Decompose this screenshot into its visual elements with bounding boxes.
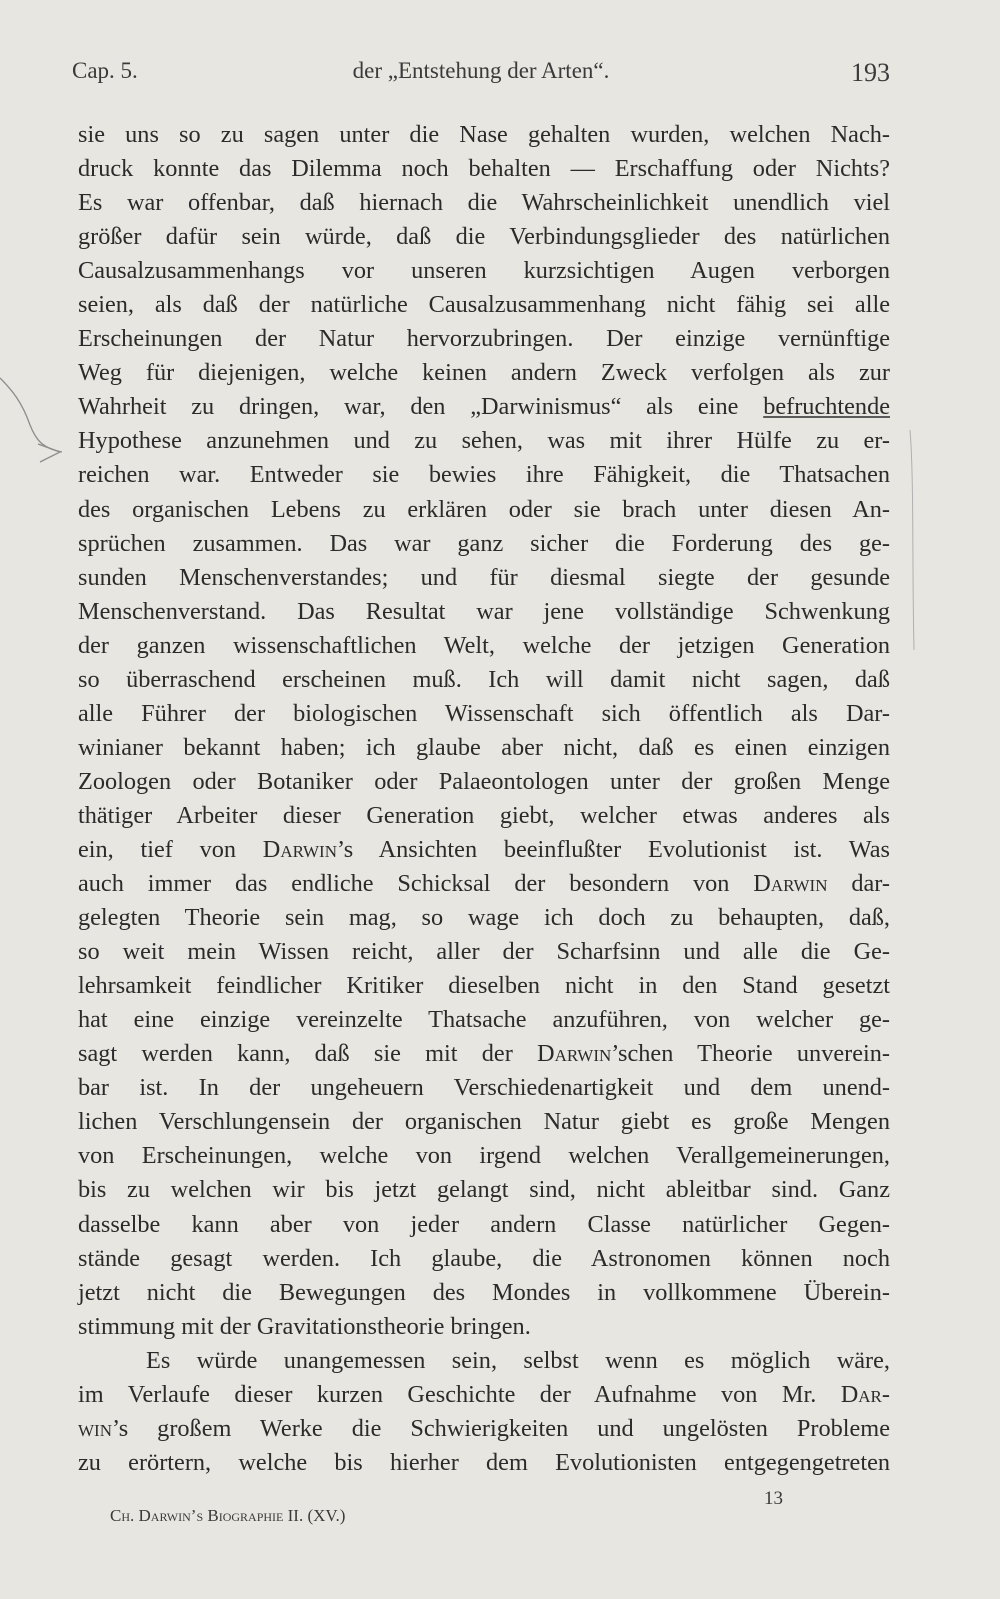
body-text: [78, 118, 890, 1480]
text-line: [78, 1037, 890, 1071]
line-text: ’s Ansichten beeinflußter Evolutionist ist. Was: [337, 835, 891, 863]
margin-line-mark: [910, 430, 914, 650]
sheet-number: 13: [764, 1488, 783, 1509]
text-line: jetzt nicht die Bewegungen des Mondes in vollkommene Überein-: [78, 1278, 890, 1306]
line-text: auch immer das endliche Schicksal der besondern von: [78, 870, 730, 898]
line-text: ein, tief von: [78, 835, 237, 863]
text-line: hat eine einzige vereinzelte Thatsache anzuführen, von welcher ge-: [78, 1006, 890, 1034]
text-line: Weg für diejenigen, welche keinen andern Zweck verfolgen als zur: [78, 359, 890, 387]
author-name: Dar-: [840, 1380, 890, 1408]
text-line: der ganzen wissenschaftlichen Welt, welche der jetzigen Generation: [78, 631, 890, 659]
running-title: der „Entstehung der Arten“.: [352, 58, 610, 83]
text-line: so weit mein Wissen reicht, aller der Scharfsinn und alle die Ge-: [78, 938, 890, 966]
chapter-label: Cap. 5.: [72, 58, 138, 83]
running-header: [72, 58, 890, 94]
text-line: reichen war. Entweder sie bewies ihre Fähigkeit, die Thatsachen: [78, 461, 890, 489]
text-line: Causalzusammenhangs vor unseren kurzsichtigen Augen verborgen: [78, 257, 890, 285]
text-line: Menschenverstand. Das Resultat war jene vollständige Schwenkung: [78, 597, 890, 625]
author-name: win: [78, 1414, 112, 1442]
signature-line: [110, 1506, 810, 1526]
text-line: sunden Menschenverstandes; und für diesmal siegte der gesunde: [78, 563, 890, 591]
line-text: ’schen Theorie unverein-: [611, 1040, 890, 1068]
text-line: Es würde unangemessen sein, selbst wenn es möglich wäre,: [146, 1346, 890, 1374]
text-line: zu erörtern, welche bis hierher dem Evolutionisten entgegengetreten: [78, 1448, 890, 1476]
text-line: winianer bekannt haben; ich glaube aber nicht, daß es einen einzigen: [78, 733, 890, 761]
text-line: lehrsamkeit feindlicher Kritiker dieselben nicht in den Stand gesetzt: [78, 972, 890, 1000]
text-line: sie uns so zu sagen unter die Nase gehalten wurden, welchen Nach-: [78, 121, 890, 148]
text-line: größer dafür sein würde, daß die Verbindungsglieder des natürlichen: [78, 223, 890, 251]
line-text: sagt werden kann, daß sie mit der: [78, 1040, 513, 1068]
text-line: druck konnte das Dilemma noch behalten — Erschaffung oder Nichts?: [78, 155, 890, 183]
text-line: Es war offenbar, daß hiernach die Wahrscheinlichkeit unendlich viel: [78, 189, 890, 217]
author-name: Darwin: [262, 835, 337, 863]
page-number: 193: [851, 58, 890, 87]
text-line: Erscheinungen der Natur hervorzubringen. Der einzige vernünftige: [78, 325, 890, 353]
text-line: gelegten Theorie sein mag, so wage ich doch zu behaupten, daß,: [78, 904, 890, 932]
margin-arrow-mark: [38, 444, 60, 462]
text-line: stände gesagt werden. Ich glaube, die Astronomen können noch: [78, 1244, 890, 1272]
text-line: sprüchen zusammen. Das war ganz sicher die Forderung des ge-: [78, 529, 890, 557]
text-line: alle Führer der biologischen Wissenschaft sich öffentlich als Dar-: [78, 699, 890, 727]
text-line: [78, 833, 890, 867]
line-text: im Verlaufe dieser kurzen Geschichte der Aufnahme von Mr.: [78, 1380, 817, 1408]
underlined-word: befruchtende: [763, 393, 890, 421]
text-line: so überraschend erscheinen muß. Ich will damit nicht sagen, daß: [78, 665, 890, 693]
text-line: [78, 867, 890, 901]
author-name: Darwin: [753, 870, 828, 898]
text-line: [78, 390, 890, 424]
text-line: stimmung mit der Gravitationstheorie bringen.: [78, 1312, 531, 1340]
text-line: thätiger Arbeiter dieser Generation giebt, welcher etwas anderes als: [78, 801, 890, 829]
text-line: seien, als daß der natürliche Causalzusammenhang nicht fähig sei alle: [78, 291, 890, 319]
text-line: [78, 1412, 890, 1446]
margin-bracket-mark: [0, 378, 62, 452]
author-name: Darwin: [537, 1040, 612, 1068]
text-line: lichen Verschlungensein der organischen Natur giebt es große Mengen: [78, 1108, 890, 1136]
signature-text: Ch. Darwin’s Biographie II. (XV.): [110, 1506, 346, 1525]
text-line: [78, 1378, 890, 1412]
text-line: dasselbe kann aber von jeder andern Classe natürlicher Gegen-: [78, 1210, 890, 1238]
text-line: bis zu welchen wir bis jetzt gelangt sind, nicht ableitbar sind. Ganz: [78, 1176, 890, 1204]
line-text: Wahrheit zu dringen, war, den „Darwinismus“ als eine: [78, 393, 739, 421]
text-line: von Erscheinungen, welche von irgend welchen Verallgemeinerungen,: [78, 1142, 890, 1170]
text-line: Hypothese anzunehmen und zu sehen, was mit ihrer Hülfe zu er-: [78, 427, 890, 455]
text-line: bar ist. In der ungeheuern Verschiedenartigkeit und dem unend-: [78, 1074, 890, 1102]
text-line: Zoologen oder Botaniker oder Palaeontologen unter der großen Menge: [78, 767, 890, 795]
line-text: dar-: [851, 870, 890, 898]
text-line: des organischen Lebens zu erklären oder sie brach unter diesen An-: [78, 495, 890, 523]
line-text: ’s großem Werke die Schwierigkeiten und ungelösten Probleme: [111, 1414, 890, 1442]
